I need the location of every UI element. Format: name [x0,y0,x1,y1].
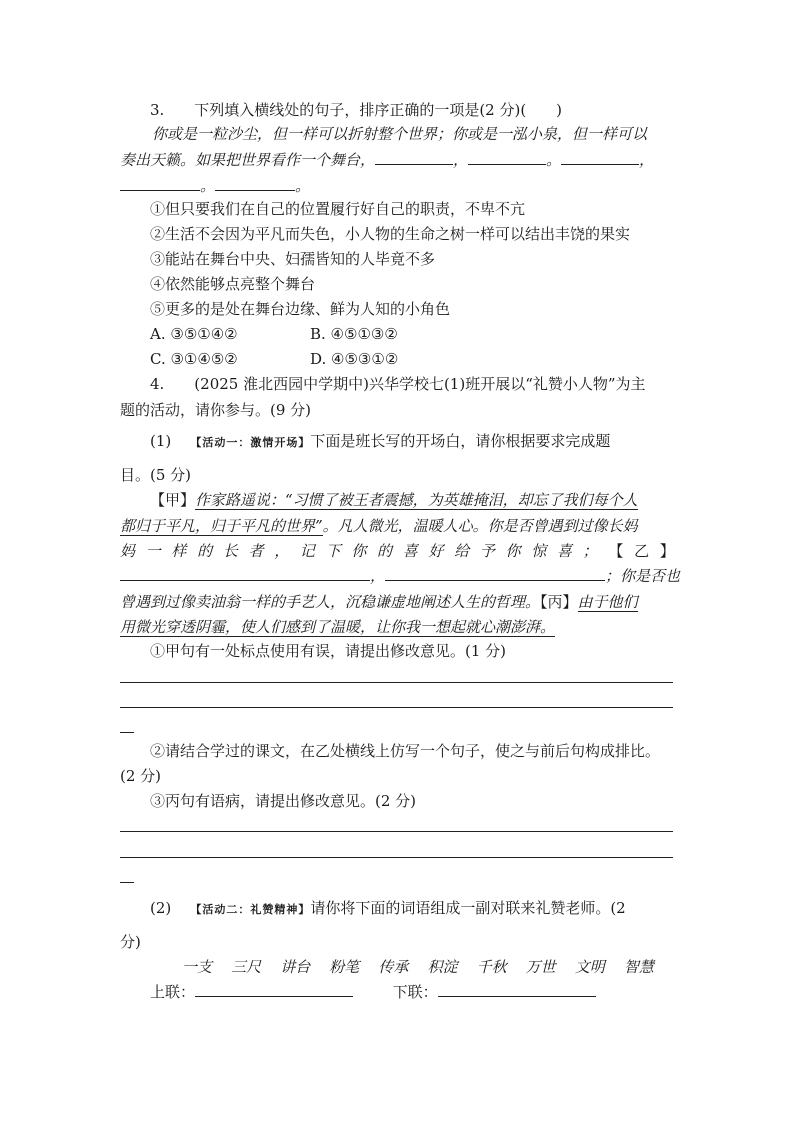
q4-part2-number: (2) [150,899,172,917]
line3-char: 的 [197,542,213,560]
word-item: 讲台 [280,958,311,976]
q4-stem-line1: 4. (2025 淮北西园中学期中)兴华学校七(1)班开展以“礼赞小人物”为主 [150,375,646,393]
answer-line[interactable] [120,682,673,683]
line5-text: 曾遇到过像卖油翁一样的手艺人，沉稳谦虚地阐述人生的哲理。 [120,593,541,611]
q4-part1-tag: 【活动一：激情开场】 [190,436,311,449]
word-item: 传承 [378,958,409,976]
q3-blank-2[interactable] [468,150,546,165]
line4-comma: ， [370,567,386,585]
upper-couplet-blank[interactable] [195,982,353,997]
bing-text-line1: 由于他们 [577,593,638,611]
line3-char: ， [274,542,290,560]
q3-comma: ， [453,151,469,169]
q3-option-c[interactable]: C. ③①④⑤② [150,350,238,368]
q3-passage-line3 [120,176,675,196]
line3-char: 样 [171,542,187,560]
q3-options-row1 [150,324,705,344]
q3-item-1: ①但只要我们在自己的位置履行好自己的职责，不卑不亢 [150,200,526,218]
q4-line6 [120,617,675,637]
line3-char: 你 [351,542,367,560]
line3-char: 给 [454,542,470,560]
jia-rest: 。凡人微光，温暖人心。你是否曾遇到过像长妈 [322,517,638,535]
line3-char: 喜 [556,542,572,560]
q3-options-row2 [150,349,705,369]
line3-char: 】 [659,542,675,560]
q3-blank-5[interactable] [215,176,295,191]
line3-char: 记 [299,542,315,560]
answer-line[interactable] [120,857,673,858]
lower-couplet-blank[interactable] [438,982,596,997]
q3-option-b[interactable]: B. ④⑤①③② [310,325,398,343]
answer-line[interactable] [120,831,673,832]
jia-tag: 【甲】 [150,491,196,509]
q4-jia-line2 [120,516,675,536]
answer-line[interactable] [120,707,673,708]
q3-item-4: ④依然能够点亮整个舞台 [150,275,316,293]
q4-part1-text: 下面是班长写的开场白，请你根据要求完成题 [310,432,611,450]
q3-option-d[interactable]: D. ④⑤③①② [310,350,399,368]
upper-couplet-label: 上联： [150,983,196,1001]
q3-period-2: 。 [200,177,216,195]
word-item: 智慧 [623,958,654,976]
word-item: 一支 [182,958,213,976]
line3-char: 予 [479,542,495,560]
lower-couplet-label: 下联： [392,983,438,1001]
yi-blank-1[interactable] [120,566,370,581]
q4-sub3: ③丙句有语病，请提出修改意见。(2 分) [150,792,417,810]
q3-passage-line2 [120,150,675,170]
yi-blank-2[interactable] [385,566,605,581]
word-item: 文明 [574,958,605,976]
line3-char: 惊 [531,542,547,560]
line3-char: 喜 [402,542,418,560]
line3-char: 者 [248,542,264,560]
q4-line5 [120,592,675,612]
word-bank [182,957,737,977]
q4-line3-spaced [120,541,675,561]
q4-jia-line1 [150,490,705,510]
q3-blank-1[interactable] [375,150,453,165]
word-item: 粉笔 [329,958,360,976]
q4-part2-tag: 【活动二：礼赞精神】 [190,903,311,916]
q3-item-5: ⑤更多的是处在舞台边缘、鲜为人知的小角色 [150,300,451,318]
q4-part1-number: (1) [150,432,172,450]
q4-sub2-score: (2 分) [120,767,162,785]
q4-line4 [120,566,681,586]
line3-char: 好 [428,542,444,560]
word-item: 三尺 [231,958,262,976]
q3-blank-4[interactable] [120,176,200,191]
q3-item-3: ③能站在舞台中央、妇孺皆知的人毕竟不多 [150,250,436,268]
q4-part2-text: 请你将下面的词语组成一副对联来礼赞老师。(2 [310,899,626,917]
bing-text-line2: 用微光穿透阴霾，使人们感到了温暖，让你我一想起就心潮澎湃。 [120,618,556,636]
q3-period-3: 。 [295,177,311,195]
line3-char: 妈 [120,542,136,560]
q4-part2-heading [150,898,705,920]
word-item: 千秋 [476,958,507,976]
answer-line-end [120,732,134,733]
jia-text-line2: 都归于平凡，归于平凡的世界” [120,517,323,535]
answer-line-end [120,882,134,883]
line3-char: 你 [505,542,521,560]
bing-tag: 【丙】 [540,593,578,611]
q4-part1-heading [150,431,705,453]
q3-stem: 3. 下列填入横线处的句子，排序正确的一项是(2 分)( ) [150,101,563,119]
word-item: 积淀 [427,958,458,976]
q4-sub2: ②请结合学过的课文，在乙处横线上仿写一个句子，使之与前后句构成排比。 [150,742,661,760]
q4-stem-line2: 题的活动，请你参与。(9 分) [120,401,312,419]
jia-text-line1: 作家路遥说：“习惯了被王者震撼，为英雄掩泪，却忘了我们每个人 [195,491,638,509]
line4-end: ；你是否也 [605,567,681,585]
line3-char: 的 [377,542,393,560]
q3-blank-3[interactable] [561,150,639,165]
line3-char: 一 [145,542,161,560]
q4-sub1: ①甲句有一处标点使用有误，请提出修改意见。(1 分) [150,642,507,660]
q3-passage-text: 奏出天籁。如果把世界看作一个舞台， [120,151,376,169]
line3-char: 乙 [634,542,650,560]
q4-part1-text-cont: 目。(5 分) [120,466,192,484]
line3-char: 【 [608,542,624,560]
line3-char: 下 [325,542,341,560]
q3-option-a[interactable]: A. ③⑤①④② [150,325,238,343]
word-item: 万世 [525,958,556,976]
q4-part2-text-cont: 分) [120,933,141,951]
line3-char: ； [582,542,598,560]
q3-item-2: ②生活不会因为平凡而失色，小人物的生命之树一样可以结出丰饶的果实 [150,225,631,243]
couplet-row [150,982,705,1002]
line3-char: 长 [222,542,238,560]
q3-passage-line1: 你或是一粒沙尘，但一样可以折射整个世界；你或是一泓小泉，但一样可以 [152,125,648,143]
q3-end-comma: ， [639,151,655,169]
q3-period: 。 [546,151,562,169]
